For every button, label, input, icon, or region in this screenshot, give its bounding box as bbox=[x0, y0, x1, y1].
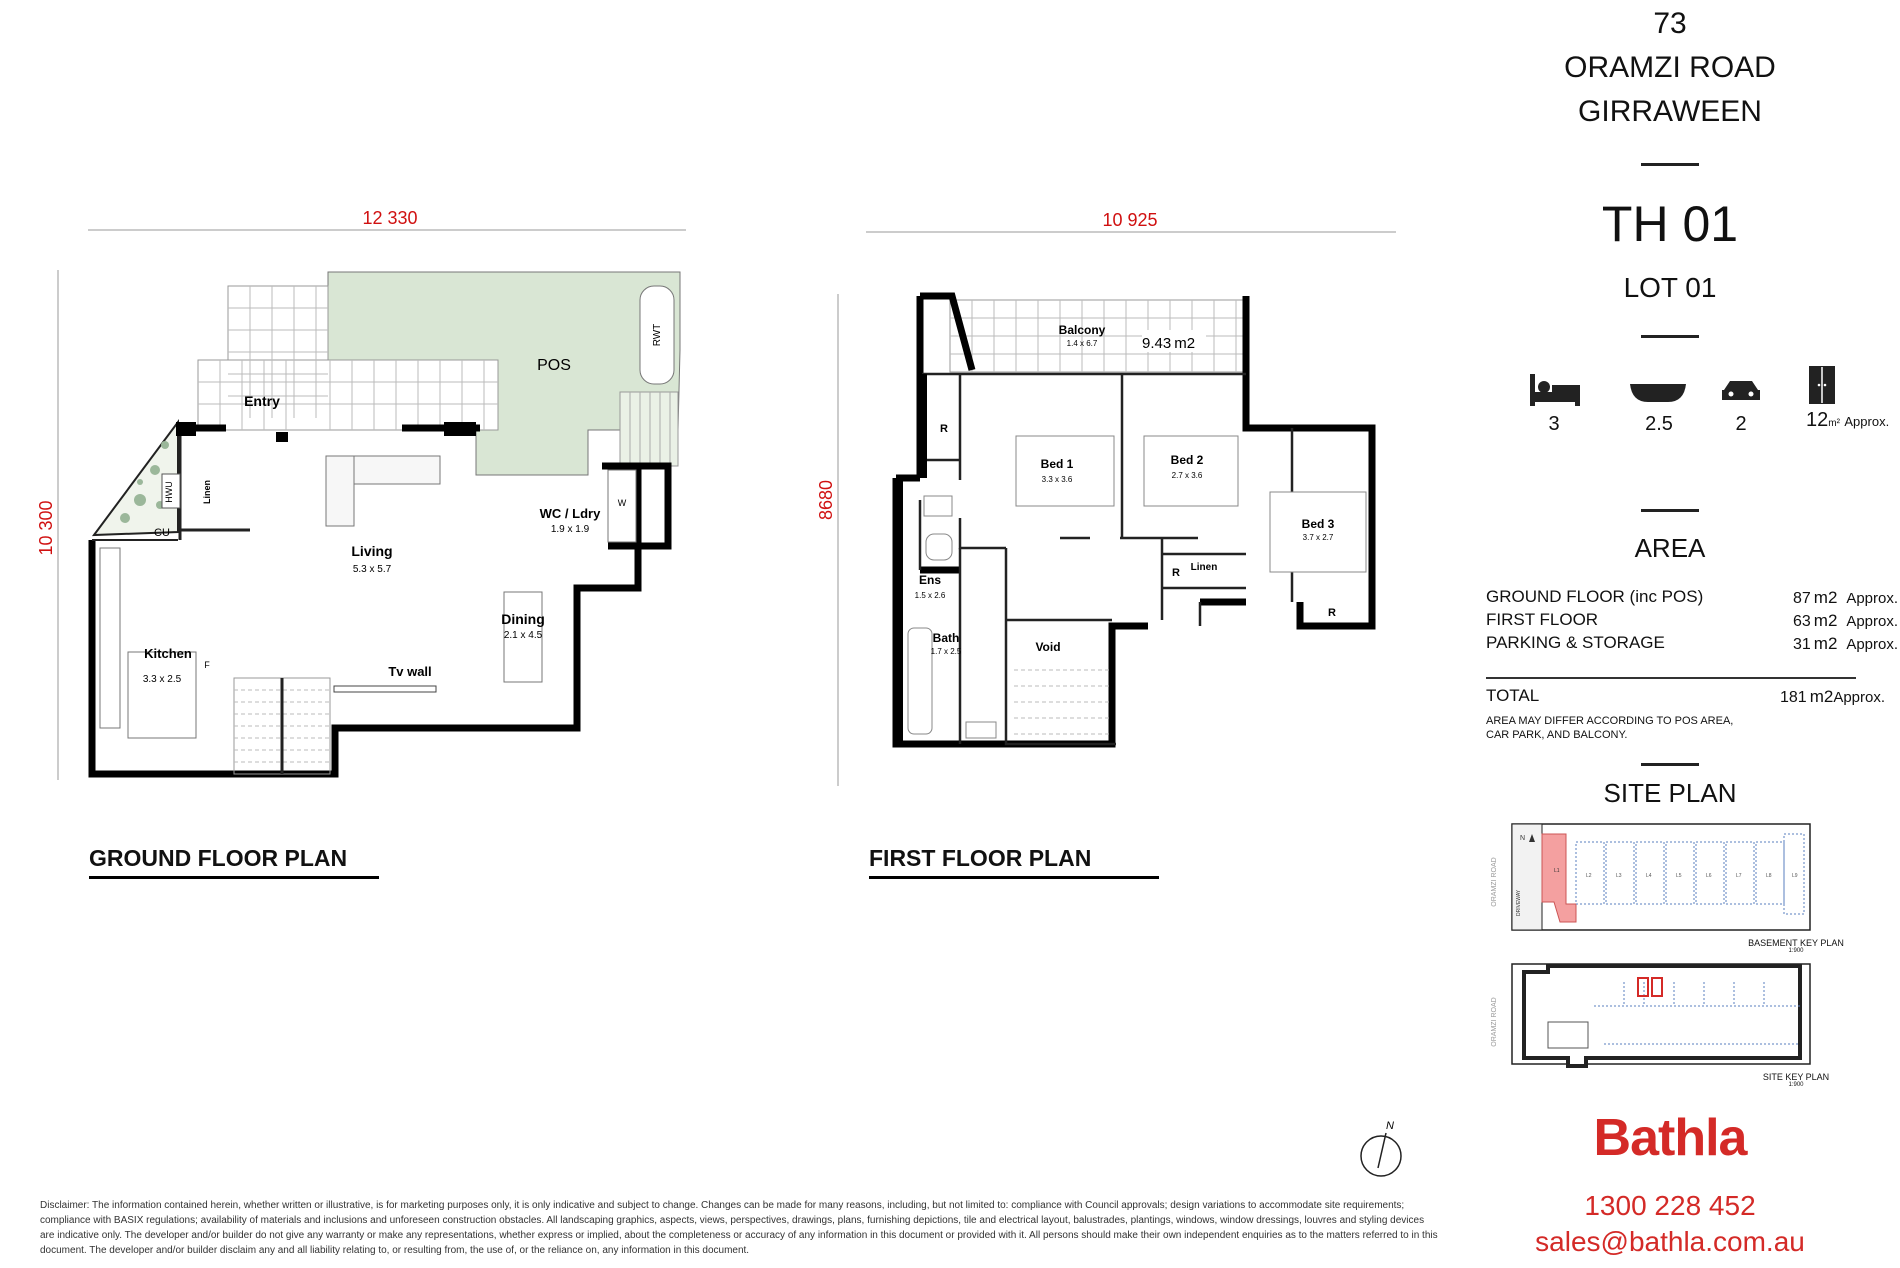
lot-label: L7 bbox=[1736, 873, 1742, 879]
first-floor-plan bbox=[800, 200, 1420, 800]
compass-icon bbox=[1356, 1118, 1406, 1180]
total-label: TOTAL bbox=[1486, 686, 1540, 705]
kitchen-island bbox=[128, 652, 196, 738]
tv-wall-label: Tv wall bbox=[388, 664, 432, 679]
bed1-size: 3.3 x 3.6 bbox=[1041, 475, 1073, 484]
site-caption: SITE KEY PLAN 1:900 bbox=[1762, 1072, 1830, 1088]
site-key-plan bbox=[1484, 962, 1814, 1070]
bed1-bed bbox=[1016, 436, 1114, 506]
balcony-label: Balcony bbox=[1058, 323, 1106, 337]
bed3-label: Bed 3 bbox=[1301, 517, 1335, 531]
bath-basin bbox=[966, 722, 996, 738]
hwu-label: HWU bbox=[164, 481, 174, 503]
storage-area bbox=[1806, 409, 1889, 432]
area-row-value: 31 m2 Approx. bbox=[1793, 634, 1899, 653]
suburb-name: GIRRAWEEN bbox=[1578, 95, 1762, 128]
dining-label: Dining bbox=[501, 611, 545, 627]
robe-label: R bbox=[940, 423, 948, 435]
street-name: ORAMZI ROAD bbox=[1564, 51, 1776, 84]
height-dimension: 8680 bbox=[816, 479, 836, 521]
ground-floor-title: GROUND FLOOR PLAN bbox=[89, 845, 379, 879]
storage-unit: m² bbox=[1828, 418, 1840, 429]
bed2-label: Bed 2 bbox=[1170, 453, 1204, 467]
void-stairs bbox=[1014, 670, 1110, 734]
washer-label: W bbox=[617, 498, 627, 508]
bed1-label: Bed 1 bbox=[1040, 457, 1074, 471]
lot-label: L4 bbox=[1646, 873, 1652, 879]
ensuite-toilet bbox=[926, 534, 952, 560]
bed3-size: 3.7 x 2.7 bbox=[1302, 533, 1334, 542]
compass-label: N bbox=[1386, 1120, 1394, 1132]
divider bbox=[1641, 163, 1699, 166]
linen-label: Linen bbox=[202, 480, 212, 504]
dining-size: 2.1 x 4.5 bbox=[503, 630, 543, 641]
bathtub bbox=[908, 628, 932, 734]
lot-label: L8 bbox=[1766, 873, 1772, 879]
divider bbox=[1641, 335, 1699, 338]
first-floor-title: FIRST FLOOR PLAN bbox=[869, 845, 1159, 879]
fridge-label: F bbox=[204, 660, 210, 670]
robe-label: R bbox=[1172, 567, 1180, 579]
width-dimension: 10 925 bbox=[1102, 210, 1158, 230]
area-row-label: PARKING & STORAGE bbox=[1486, 633, 1665, 652]
balcony-size: 1.4 x 6.7 bbox=[1066, 339, 1098, 348]
balcony-area: 9.43 m2 bbox=[1142, 335, 1196, 352]
bed2-size: 2.7 x 3.6 bbox=[1171, 471, 1203, 480]
brand-logo: Bathla bbox=[1593, 1109, 1747, 1167]
divider bbox=[1641, 763, 1699, 766]
wc-ldry-label: WC / Ldry bbox=[539, 506, 601, 521]
basement-caption: BASEMENT KEY PLAN 1:900 bbox=[1748, 938, 1844, 954]
area-title: AREA bbox=[1634, 533, 1706, 563]
kitchen-bench bbox=[100, 548, 120, 728]
bathtub-icon bbox=[1628, 380, 1688, 406]
ensuite-size: 1.5 x 2.6 bbox=[914, 591, 946, 600]
site-plan-title: SITE PLAN bbox=[1603, 778, 1737, 808]
road-label: ORAMZI ROAD bbox=[1491, 997, 1498, 1047]
phone-number[interactable]: 1300 228 452 bbox=[1584, 1190, 1756, 1221]
entry-label: Entry bbox=[244, 393, 280, 409]
street-number: 73 bbox=[1653, 7, 1687, 40]
ensuite-label: Ens bbox=[918, 573, 942, 587]
kitchen-label: Kitchen bbox=[144, 646, 192, 661]
area-row-value: 87 m2 Approx. bbox=[1793, 588, 1899, 607]
living-label: Living bbox=[351, 543, 393, 559]
linen-label: Linen bbox=[1190, 562, 1218, 573]
robe-label: R bbox=[1328, 607, 1336, 619]
ensuite-basin bbox=[924, 496, 952, 516]
total-value: 181 m2Approx. bbox=[1780, 687, 1886, 706]
bed-icon bbox=[1528, 372, 1582, 408]
ground-floor-plan bbox=[30, 200, 700, 800]
north-label: N bbox=[1520, 835, 1526, 842]
storage-icon bbox=[1808, 365, 1836, 405]
cu-label: CU bbox=[154, 527, 170, 539]
area-row-value: 63 m2 Approx. bbox=[1793, 611, 1899, 630]
area-row-label: GROUND FLOOR (inc POS) bbox=[1486, 587, 1704, 606]
tv-wall bbox=[334, 686, 436, 692]
width-dimension: 12 330 bbox=[362, 208, 418, 228]
basement-key-plan bbox=[1484, 822, 1814, 938]
bathroom-count: 2.5 bbox=[1645, 413, 1673, 435]
unit-title: TH 01 bbox=[1601, 196, 1739, 252]
lot-label: LOT 01 bbox=[1623, 272, 1717, 303]
driveway-label: DRIVEWAY bbox=[1516, 889, 1522, 916]
bed3-bed bbox=[1270, 492, 1366, 572]
living-size: 5.3 x 5.7 bbox=[352, 564, 392, 575]
storage-value: 12 bbox=[1806, 409, 1829, 431]
lot-label: L6 bbox=[1706, 873, 1712, 879]
pos-label: POS bbox=[537, 357, 571, 374]
area-row-label: FIRST FLOOR bbox=[1486, 610, 1599, 629]
road-label: ORAMZI ROAD bbox=[1491, 857, 1498, 907]
void-label: Void bbox=[1035, 640, 1061, 654]
storage-suffix: Approx. bbox=[1844, 414, 1890, 429]
ground-stairs bbox=[234, 678, 330, 774]
wc-size: 1.9 x 1.9 bbox=[550, 524, 590, 535]
email-link[interactable]: sales@bathla.com.au bbox=[1535, 1226, 1805, 1257]
address-block bbox=[1520, 2, 1820, 134]
lot-label: L9 bbox=[1792, 873, 1798, 879]
disclaimer-text: Disclaimer: The information contained herein, whether written or illustrative, is for marketing purposes only, it is only indicative and subject to change. Changes can be made for many reasons, including, but not limited to: compliance with Council approvals; design variations to accommodate site requirements; compliance with BASIX regulations; availability of materials and inclusions and unforeseen construction obstacles. All landscaping graphics, aspects, views, perspectives, drawings, plans, furnishing depictions, tile and electrical layout, balustrades, plantings, windows, window dressings, louvres and styling devices are indicative only. The developer and/or builder do not give any warranty or make any representations, whether express or implied, about the completeness or accuracy of any information in this document or provided with it. All persons should make their own independent enquiries as to the matters referred to in this document. The developer and/or builder disclaim any and all liability relating to, or resulting from, the use of, or the reliance on, any information in this document. bbox=[40, 1200, 1438, 1256]
lot-label: L2 bbox=[1586, 873, 1592, 879]
car-icon bbox=[1720, 378, 1762, 404]
pos-steps bbox=[620, 392, 678, 466]
rwt-label: RWT bbox=[652, 323, 663, 347]
height-dimension: 10 300 bbox=[36, 500, 56, 556]
divider bbox=[1641, 509, 1699, 512]
parking-count: 2 bbox=[1735, 413, 1747, 435]
bath-size: 1.7 x 2.5 bbox=[930, 647, 962, 656]
lot-label: L1 bbox=[1554, 868, 1560, 874]
first-partitions bbox=[920, 374, 1292, 744]
lot-label: L3 bbox=[1616, 873, 1622, 879]
lot-label: L5 bbox=[1676, 873, 1682, 879]
kitchen-size: 3.3 x 2.5 bbox=[142, 674, 182, 685]
bath-label: Bath bbox=[932, 631, 960, 645]
area-note: AREA MAY DIFFER ACCORDING TO POS AREA, CAR PARK, AND BALCONY. bbox=[1486, 715, 1734, 741]
total-rule bbox=[1486, 677, 1856, 679]
bedroom-count: 3 bbox=[1548, 413, 1560, 435]
